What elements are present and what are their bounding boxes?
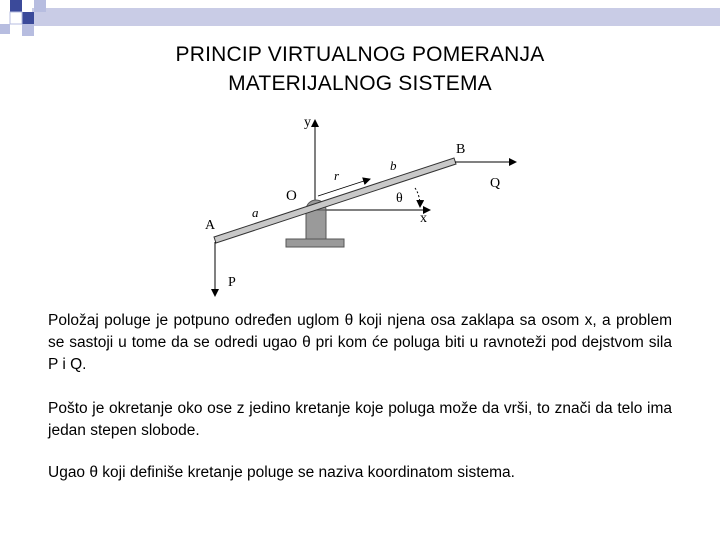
slide-title [80,40,640,98]
deco-square [10,12,22,24]
deco-square [22,12,34,24]
lever-diagram [190,110,520,300]
header-decoration [0,0,720,45]
label-b-point: B [456,142,466,157]
paragraph-system-coordinate: Ugao θ koji definiše kretanje poluge se naziva koordinatom sistema. [48,464,515,481]
deco-square [22,24,34,36]
support-base [286,239,344,247]
label-theta: θ [396,191,403,206]
paragraph-lever-position: Položaj poluge je potpuno određen uglom θ koji njena osa zaklapa sa osom x, a problem se sastoji u tome da se odredi ugao θ pri kom će poluga biti u ravnoteži pod dejstvom sila P i Q. [48,312,672,373]
top-gradient-bar [32,8,720,26]
deco-square [0,24,10,34]
label-b-length: b [390,158,397,173]
deco-square [34,0,46,12]
paragraph-degree-of-freedom: Pošto je okretanje oko ose z jedino kretanje koje poluga može da vrši, to znači da telo ima jedan stepen slobode. [48,400,672,439]
title-line-1: PRINCIP VIRTUALNOG POMERANJA [175,43,545,66]
title-line-2: MATERIJALNOG SISTEMA [228,72,492,95]
label-q: Q [490,176,501,191]
label-r: r [334,168,340,183]
support-post [306,210,326,240]
label-a-length: a [252,205,259,220]
label-o: O [286,188,297,204]
theta-angle-arc [415,188,420,207]
label-a-point: A [205,218,216,233]
label-y: y [304,115,311,130]
label-p: P [228,275,236,290]
label-x: x [420,211,427,226]
deco-square [10,0,22,12]
